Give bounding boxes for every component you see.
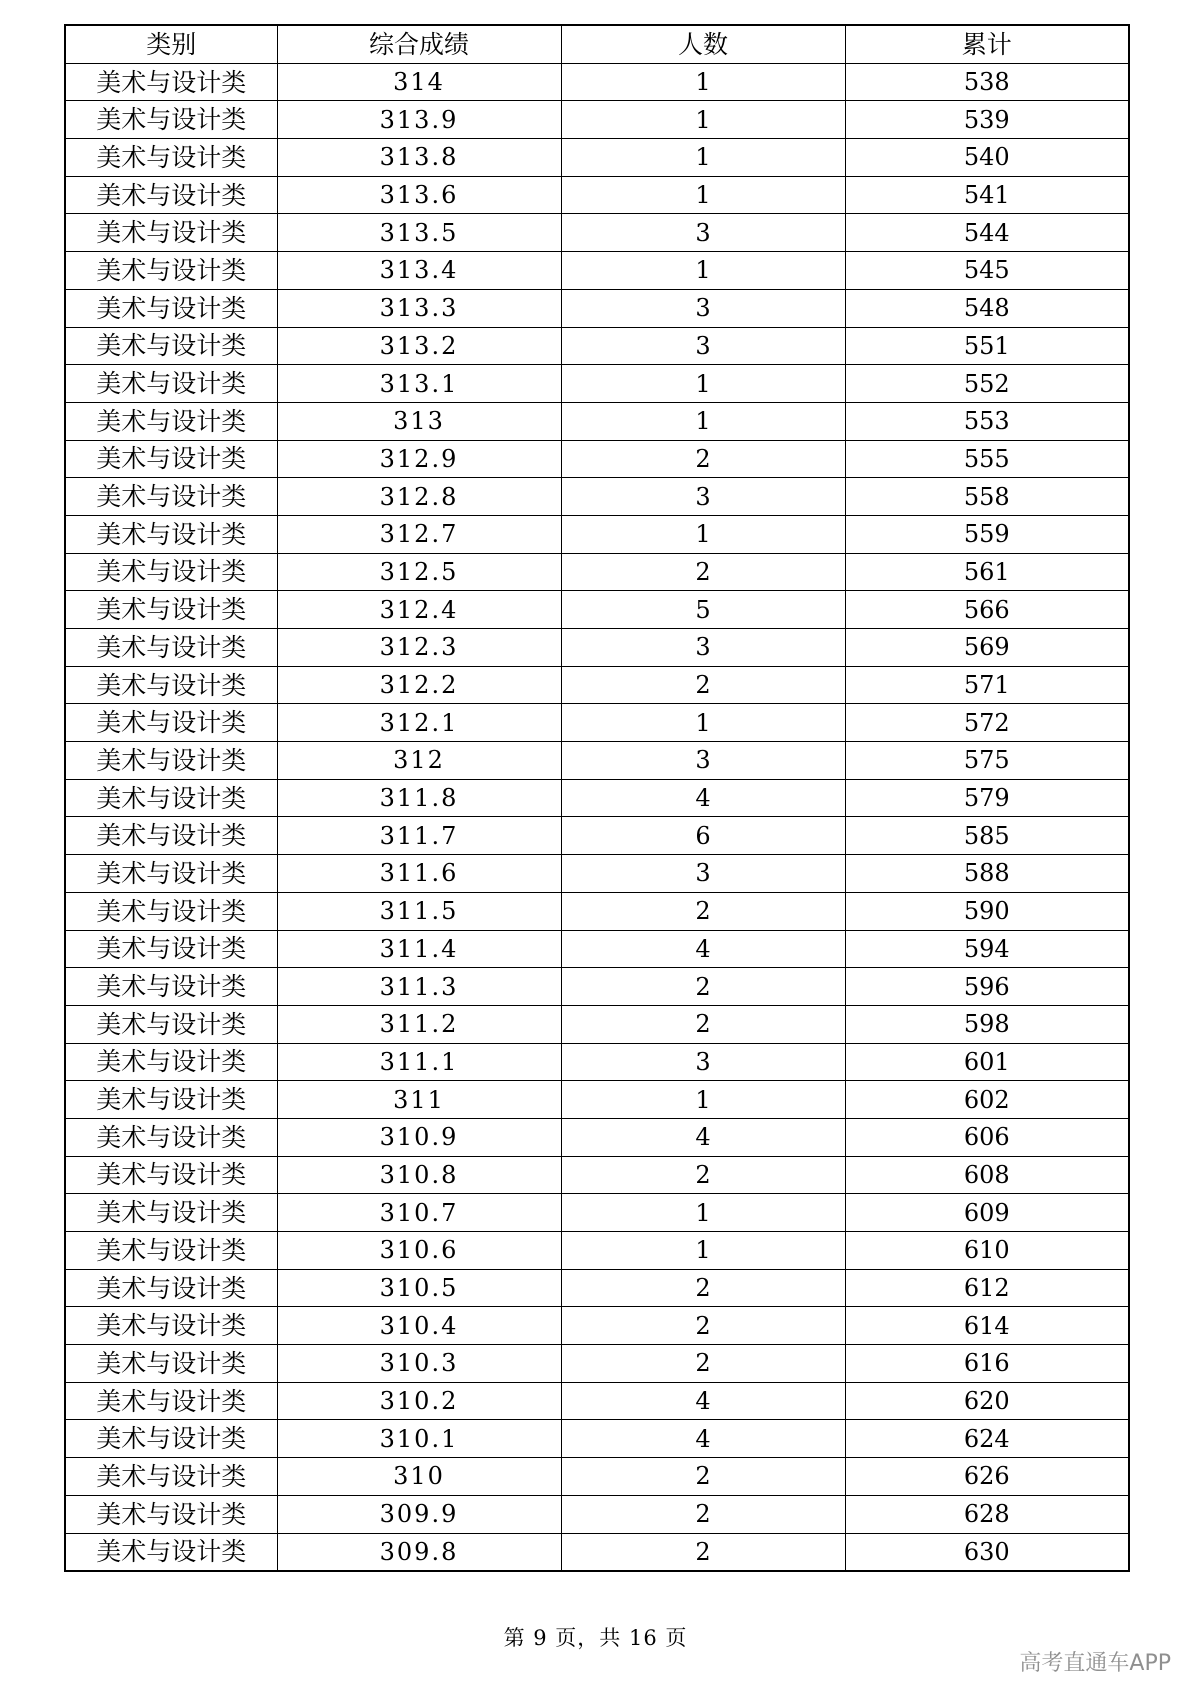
- category-cell: 美术与设计类: [65, 892, 277, 930]
- score-cell: 312.3: [277, 629, 561, 667]
- table-row: [65, 402, 1129, 440]
- score-cell: 311: [277, 1081, 561, 1119]
- count-cell: 2: [561, 1533, 845, 1571]
- score-cell: 312.7: [277, 515, 561, 553]
- count-cell: 1: [561, 63, 845, 101]
- count-cell: 1: [561, 1194, 845, 1232]
- cumulative-cell: 614: [845, 1307, 1129, 1345]
- score-cell: 313.5: [277, 214, 561, 252]
- category-cell: 美术与设计类: [65, 779, 277, 817]
- category-cell: 美术与设计类: [65, 63, 277, 101]
- cumulative-cell: 561: [845, 553, 1129, 591]
- category-cell: 美术与设计类: [65, 629, 277, 667]
- count-cell: 4: [561, 1118, 845, 1156]
- score-cell: 312.9: [277, 440, 561, 478]
- count-cell: 3: [561, 629, 845, 667]
- table-row: [65, 666, 1129, 704]
- count-cell: 1: [561, 139, 845, 177]
- count-cell: 2: [561, 666, 845, 704]
- count-cell: 3: [561, 1043, 845, 1081]
- category-cell: 美术与设计类: [65, 968, 277, 1006]
- table-row: [65, 930, 1129, 968]
- category-cell: 美术与设计类: [65, 855, 277, 893]
- score-cell: 313.3: [277, 289, 561, 327]
- score-cell: 310.1: [277, 1420, 561, 1458]
- table-row: [65, 63, 1129, 101]
- table-header-row: [65, 25, 1129, 63]
- cumulative-cell: 596: [845, 968, 1129, 1006]
- table-row: [65, 1420, 1129, 1458]
- score-cell: 311.1: [277, 1043, 561, 1081]
- category-cell: 美术与设计类: [65, 817, 277, 855]
- count-cell: 3: [561, 478, 845, 516]
- category-cell: 美术与设计类: [65, 478, 277, 516]
- category-cell: 美术与设计类: [65, 440, 277, 478]
- category-cell: 美术与设计类: [65, 930, 277, 968]
- category-cell: 美术与设计类: [65, 1005, 277, 1043]
- table-row: [65, 855, 1129, 893]
- cumulative-cell: 539: [845, 101, 1129, 139]
- category-cell: 美术与设计类: [65, 666, 277, 704]
- table-row: [65, 1345, 1129, 1383]
- table-row: [65, 1307, 1129, 1345]
- table-row: [65, 478, 1129, 516]
- table-row: [65, 1269, 1129, 1307]
- cumulative-cell: 602: [845, 1081, 1129, 1119]
- table-row: [65, 742, 1129, 780]
- cumulative-cell: 598: [845, 1005, 1129, 1043]
- score-cell: 311.7: [277, 817, 561, 855]
- cumulative-cell: 590: [845, 892, 1129, 930]
- cumulative-cell: 545: [845, 252, 1129, 290]
- count-cell: 2: [561, 1005, 845, 1043]
- table-row: [65, 176, 1129, 214]
- cumulative-cell: 585: [845, 817, 1129, 855]
- count-cell: 1: [561, 101, 845, 139]
- category-cell: 美术与设计类: [65, 1269, 277, 1307]
- column-header-count: 人数: [561, 25, 845, 63]
- count-cell: 3: [561, 742, 845, 780]
- score-cell: 310.3: [277, 1345, 561, 1383]
- count-cell: 5: [561, 591, 845, 629]
- table-row: [65, 892, 1129, 930]
- cumulative-cell: 630: [845, 1533, 1129, 1571]
- score-cell: 313.4: [277, 252, 561, 290]
- table-row: [65, 817, 1129, 855]
- cumulative-cell: 571: [845, 666, 1129, 704]
- score-cell: 313.6: [277, 176, 561, 214]
- cumulative-cell: 559: [845, 515, 1129, 553]
- table-row: [65, 327, 1129, 365]
- cumulative-cell: 624: [845, 1420, 1129, 1458]
- category-cell: 美术与设计类: [65, 742, 277, 780]
- category-cell: 美术与设计类: [65, 591, 277, 629]
- table-row: [65, 101, 1129, 139]
- cumulative-cell: 575: [845, 742, 1129, 780]
- count-cell: 2: [561, 892, 845, 930]
- category-cell: 美术与设计类: [65, 1118, 277, 1156]
- cumulative-cell: 552: [845, 365, 1129, 403]
- category-cell: 美术与设计类: [65, 1156, 277, 1194]
- cumulative-cell: 540: [845, 139, 1129, 177]
- count-cell: 2: [561, 1156, 845, 1194]
- category-cell: 美术与设计类: [65, 1495, 277, 1533]
- table-row: [65, 1118, 1129, 1156]
- score-cell: 310.9: [277, 1118, 561, 1156]
- table-row: [65, 515, 1129, 553]
- category-cell: 美术与设计类: [65, 1345, 277, 1383]
- watermark: 高考直通车APP: [1019, 1651, 1171, 1676]
- count-cell: 2: [561, 553, 845, 591]
- score-cell: 311.6: [277, 855, 561, 893]
- score-cell: 312.2: [277, 666, 561, 704]
- cumulative-cell: 616: [845, 1345, 1129, 1383]
- table-row: [65, 704, 1129, 742]
- count-cell: 2: [561, 968, 845, 1006]
- category-cell: 美术与设计类: [65, 1194, 277, 1232]
- table-row: [65, 365, 1129, 403]
- cumulative-cell: 608: [845, 1156, 1129, 1194]
- count-cell: 2: [561, 1458, 845, 1496]
- count-cell: 2: [561, 440, 845, 478]
- score-cell: 314: [277, 63, 561, 101]
- table-row: [65, 591, 1129, 629]
- category-cell: 美术与设计类: [65, 1420, 277, 1458]
- cumulative-cell: 612: [845, 1269, 1129, 1307]
- cumulative-cell: 569: [845, 629, 1129, 667]
- table-row: [65, 968, 1129, 1006]
- score-cell: 313.1: [277, 365, 561, 403]
- table-row: [65, 289, 1129, 327]
- cumulative-cell: 626: [845, 1458, 1129, 1496]
- cumulative-cell: 588: [845, 855, 1129, 893]
- score-cell: 309.8: [277, 1533, 561, 1571]
- table-row: [65, 440, 1129, 478]
- category-cell: 美术与设计类: [65, 139, 277, 177]
- table-row: [65, 214, 1129, 252]
- category-cell: 美术与设计类: [65, 252, 277, 290]
- table-row: [65, 1043, 1129, 1081]
- category-cell: 美术与设计类: [65, 327, 277, 365]
- category-cell: 美术与设计类: [65, 1307, 277, 1345]
- count-cell: 4: [561, 1420, 845, 1458]
- cumulative-cell: 538: [845, 63, 1129, 101]
- cumulative-cell: 551: [845, 327, 1129, 365]
- score-cell: 313.2: [277, 327, 561, 365]
- category-cell: 美术与设计类: [65, 176, 277, 214]
- column-header-category: 类别: [65, 25, 277, 63]
- category-cell: 美术与设计类: [65, 1533, 277, 1571]
- category-cell: 美术与设计类: [65, 1081, 277, 1119]
- category-cell: 美术与设计类: [65, 1382, 277, 1420]
- count-cell: 4: [561, 930, 845, 968]
- cumulative-cell: 558: [845, 478, 1129, 516]
- cumulative-cell: 628: [845, 1495, 1129, 1533]
- count-cell: 4: [561, 1382, 845, 1420]
- table-row: [65, 629, 1129, 667]
- table-row: [65, 779, 1129, 817]
- table-row: [65, 252, 1129, 290]
- category-cell: 美术与设计类: [65, 289, 277, 327]
- table-row: [65, 1495, 1129, 1533]
- count-cell: 2: [561, 1495, 845, 1533]
- category-cell: 美术与设计类: [65, 704, 277, 742]
- score-cell: 313.8: [277, 139, 561, 177]
- column-header-score: 综合成绩: [277, 25, 561, 63]
- count-cell: 2: [561, 1307, 845, 1345]
- cumulative-cell: 606: [845, 1118, 1129, 1156]
- cumulative-cell: 579: [845, 779, 1129, 817]
- category-cell: 美术与设计类: [65, 365, 277, 403]
- count-cell: 3: [561, 327, 845, 365]
- score-cell: 312.5: [277, 553, 561, 591]
- category-cell: 美术与设计类: [65, 402, 277, 440]
- count-cell: 3: [561, 855, 845, 893]
- table-row: [65, 1533, 1129, 1571]
- category-cell: 美术与设计类: [65, 1232, 277, 1270]
- score-cell: 313: [277, 402, 561, 440]
- category-cell: 美术与设计类: [65, 553, 277, 591]
- cumulative-cell: 601: [845, 1043, 1129, 1081]
- score-cell: 311.3: [277, 968, 561, 1006]
- category-cell: 美术与设计类: [65, 515, 277, 553]
- count-cell: 3: [561, 214, 845, 252]
- count-cell: 1: [561, 704, 845, 742]
- table-row: [65, 1081, 1129, 1119]
- category-cell: 美术与设计类: [65, 1043, 277, 1081]
- table-row: [65, 553, 1129, 591]
- score-cell: 311.8: [277, 779, 561, 817]
- cumulative-cell: 610: [845, 1232, 1129, 1270]
- count-cell: 4: [561, 779, 845, 817]
- table-row: [65, 1458, 1129, 1496]
- score-cell: 310.2: [277, 1382, 561, 1420]
- count-cell: 1: [561, 176, 845, 214]
- count-cell: 1: [561, 1081, 845, 1119]
- cumulative-cell: 594: [845, 930, 1129, 968]
- score-cell: 310.8: [277, 1156, 561, 1194]
- score-cell: 310.6: [277, 1232, 561, 1270]
- table-row: [65, 1156, 1129, 1194]
- count-cell: 1: [561, 252, 845, 290]
- cumulative-cell: 553: [845, 402, 1129, 440]
- category-cell: 美术与设计类: [65, 1458, 277, 1496]
- count-cell: 1: [561, 402, 845, 440]
- score-cell: 312.4: [277, 591, 561, 629]
- column-header-cumulative: 累计: [845, 25, 1129, 63]
- cumulative-cell: 572: [845, 704, 1129, 742]
- count-cell: 1: [561, 515, 845, 553]
- table-body: [65, 63, 1129, 1571]
- category-cell: 美术与设计类: [65, 214, 277, 252]
- count-cell: 1: [561, 1232, 845, 1270]
- score-cell: 310.7: [277, 1194, 561, 1232]
- cumulative-cell: 555: [845, 440, 1129, 478]
- cumulative-cell: 541: [845, 176, 1129, 214]
- table-row: [65, 1194, 1129, 1232]
- count-cell: 1: [561, 365, 845, 403]
- score-cell: 310: [277, 1458, 561, 1496]
- table-row: [65, 139, 1129, 177]
- score-cell: 309.9: [277, 1495, 561, 1533]
- count-cell: 2: [561, 1269, 845, 1307]
- score-cell: 313.9: [277, 101, 561, 139]
- score-cell: 310.4: [277, 1307, 561, 1345]
- cumulative-cell: 544: [845, 214, 1129, 252]
- score-cell: 311.5: [277, 892, 561, 930]
- score-cell: 311.2: [277, 1005, 561, 1043]
- score-cell: 311.4: [277, 930, 561, 968]
- page-number: 第 9 页，共 16 页: [503, 1626, 688, 1650]
- score-cell: 312: [277, 742, 561, 780]
- count-cell: 6: [561, 817, 845, 855]
- cumulative-cell: 609: [845, 1194, 1129, 1232]
- table-row: [65, 1382, 1129, 1420]
- score-cell: 310.5: [277, 1269, 561, 1307]
- count-cell: 2: [561, 1345, 845, 1383]
- score-table: [64, 24, 1130, 1572]
- cumulative-cell: 548: [845, 289, 1129, 327]
- score-cell: 312.1: [277, 704, 561, 742]
- score-cell: 312.8: [277, 478, 561, 516]
- cumulative-cell: 566: [845, 591, 1129, 629]
- table-row: [65, 1232, 1129, 1270]
- count-cell: 3: [561, 289, 845, 327]
- table-row: [65, 1005, 1129, 1043]
- category-cell: 美术与设计类: [65, 101, 277, 139]
- cumulative-cell: 620: [845, 1382, 1129, 1420]
